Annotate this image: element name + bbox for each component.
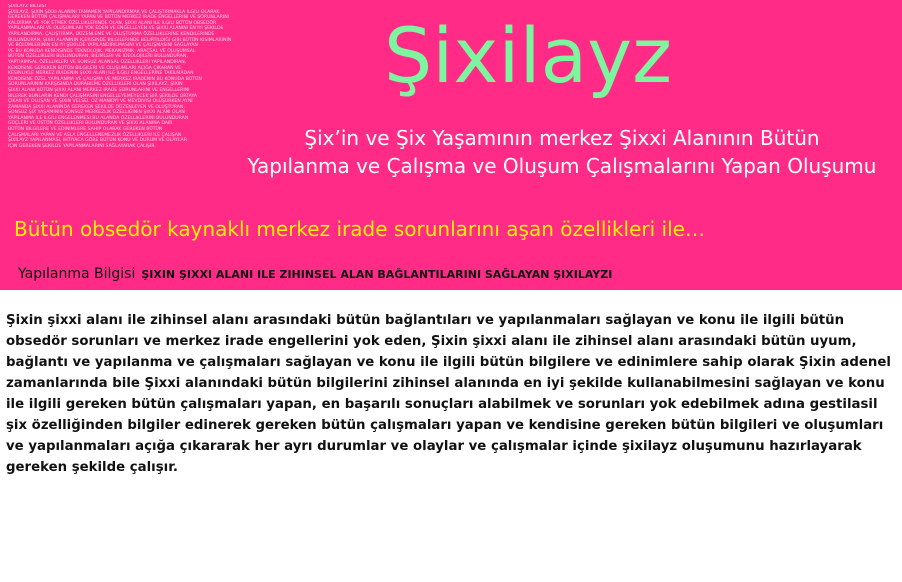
background-fine-print: ŞIXILAYZ BILGISI ŞIXILAYZ, ŞIXIN ŞIXXI ALANINI TAMAMEN YAPILANDIRMAK VE ÇALIŞTIRMAKLA ILGILI OLARAK GEREKEN BÜTÜN ÇALIŞMALARI YAPAN VE BÜTÜN MERKEZ IRADE ENGELLERINI VE SORUNLARINI KALDIRMA VE YOK ETMEK ÖZELLIKLERINDE OLAN, ŞIXXI ALANI ILE ILGILI BÜTÜN OBSEDÖR YAPILANMALARI VE OLUŞUMLARI YOK EDEN VE ENGELLEYEN VE ŞIXXI ALANINI EN IYI ŞEKILDE YAPILANDIRMA, ÇALIŞTIRMA, DÜZENLEME VE OLUŞTURMA ÖZELLIKLERINE KENDILERINDE BULUNDURAN, ŞIXXI ALANININ IÇERISINDE BILGILERINDE BELIRTILDIĞI GIBI BÜTÜN KISIMLARININ VE BÖLÜMLERININ EN IYI ŞEKILDE YAPILANDIRILMASINI VE ÇALIŞMASINI SAĞLAYAN VE BU KONUDA KENDISINDE TEKNOLOJIK, MEKANIZMIK, ARAÇSAL VE OLUŞUMSAL BÜTÜN ÖZELLIKLERI BULUNDURAN, BILIMLERI VE IDEOLOJILERI BULUNDURAN, YAPTIRIMSAL ÖZELLIKLERI VE SONSUZ ALANSAL ÖZELLIKLERI YAPILANDIRAN, KENDISINE GEREKEN BÜTÜN BILGILERI VE OLUŞUMLARI AÇIĞA ÇIKARAN VE KESINLIKLE MERKEZ IRADENIN ŞIXXI ALANI ILE ILGILI ENGELLERINE TAKILMADAN KENDISINE ÖZEL YAPILANMA VE ÇALIŞMA VE MERKEZ IRADENIN BU KONUDA BÜTÜN SORUNLARININ KARŞISINDA DURABILME ÖZELLIKLERI OLAN ŞIXILAYZ, ŞIXIN ŞIXXI ALANI BÜTÜN ŞIXXI ALANI MERKEZ IRADE SORUNLARINI VE ENGELLERINI BILEREK BUNLARIN KENDI ÇALIŞMASINI ENGELLEYEMEYECEK BIR ŞEKILDE ORTAYA ÇIKAN VE OLUŞAN VE ŞIXIN VELSEL OZ MANIDYI VE MEVDIVISI OLUŞURKEN AYNI ZAMANDA ŞIXXI ALANINDA GEREKEN ŞEKILDE DÜZENLEYEN VE OLUŞTURAN, SONSUZ ŞIX YAŞAMININ SONSUZ MERKEZLIK ÖZELLIĞININ ŞIXXI ALANI OLAN YAPILANMA ILE ILGILI ENGELENMESI BU ALANDA ÖZELLIKLERINI BULUNDURAN GÜÇLERI VE ÜSTÜN ÖZELLIKLERI BULUNDURAN VE ŞIXXI ALANINA DAIR BÜTÜN BILGILERE VE EDINIMLERE SAHIP OLARAK GEREKEN BÜTÜN ÇALIŞMALARI YAPAN VE ASLA ENGELLENEMEZLIK ÖZELLIKLERI ILE ÇALIŞAN ŞIXILAYZ YAPILANMASI, IHTIYACA GÖRE BÜTÜN KONU VE DURUM VE OLAYLAR IÇIN GEREKEN ŞEKILDE YAPILANMALARINI SAĞLAYARAK ÇALIŞIR. xyxy=(8,4,232,149)
structure-info-label: Yapılanma Bilgisi xyxy=(18,266,136,282)
subtitle-line-1: Şix’in ve Şix Yaşamının merkez Şixxi Alanının Bütün xyxy=(304,126,820,150)
structure-info-value: ŞIXIN ŞIXXI ALANI ILE ZIHINSEL ALAN BAĞLANTILARINI SAĞLAYAN ŞIXILAYZI xyxy=(141,268,613,281)
structure-info-row xyxy=(18,263,612,282)
description-paragraph: Şixin şixxi alanı ile zihinsel alanı arasındaki bütün bağlantıları ve yapılanmaları sağlayan ve konu ile ilgili bütün obsedör sorunları ve merkez irade engellerini yok eden, Şixin şixxi alanı ile zihinsel alanı arasındaki bütün uyum, bağlantı ve yapılanma ve çalışmaları sağlayan ve konu ile ilgili bütün bilgilere ve edinimlere sahip olarak Şixin adenel zamanlarında bile Şixxi alanındaki bütün bilgilerini zihinsel alanında en iyi şekilde kullanabilmesini sağlayan ve konu ile ilgili gereken bütün çalışmaları yapan, en başarılı sonuçları alabilmek ve sorunları yok edebilmek adına gestilasil şix özelliğinden bilgiler edinerek gereken bütün çalışmaları yapan ve kendisine gereken bütün bilgileri ve oluşumları ve yapılanmaları açığa çıkararak her ayrı durumlar ve olaylar ve çalışmalar içinde şixilayz oluşumunu hazırlayarak gereken şekilde çalışır. xyxy=(6,313,891,475)
slogan: Bütün obsedör kaynaklı merkez irade sorunlarını aşan özellikleri ile… xyxy=(14,217,705,241)
page-title: Şixilayz xyxy=(384,11,673,100)
page-subtitle xyxy=(222,124,902,180)
subtitle-line-2: Yapılanma ve Çalışma ve Oluşum Çalışmalarını Yapan Oluşumu xyxy=(247,154,877,178)
header-banner xyxy=(0,0,902,290)
